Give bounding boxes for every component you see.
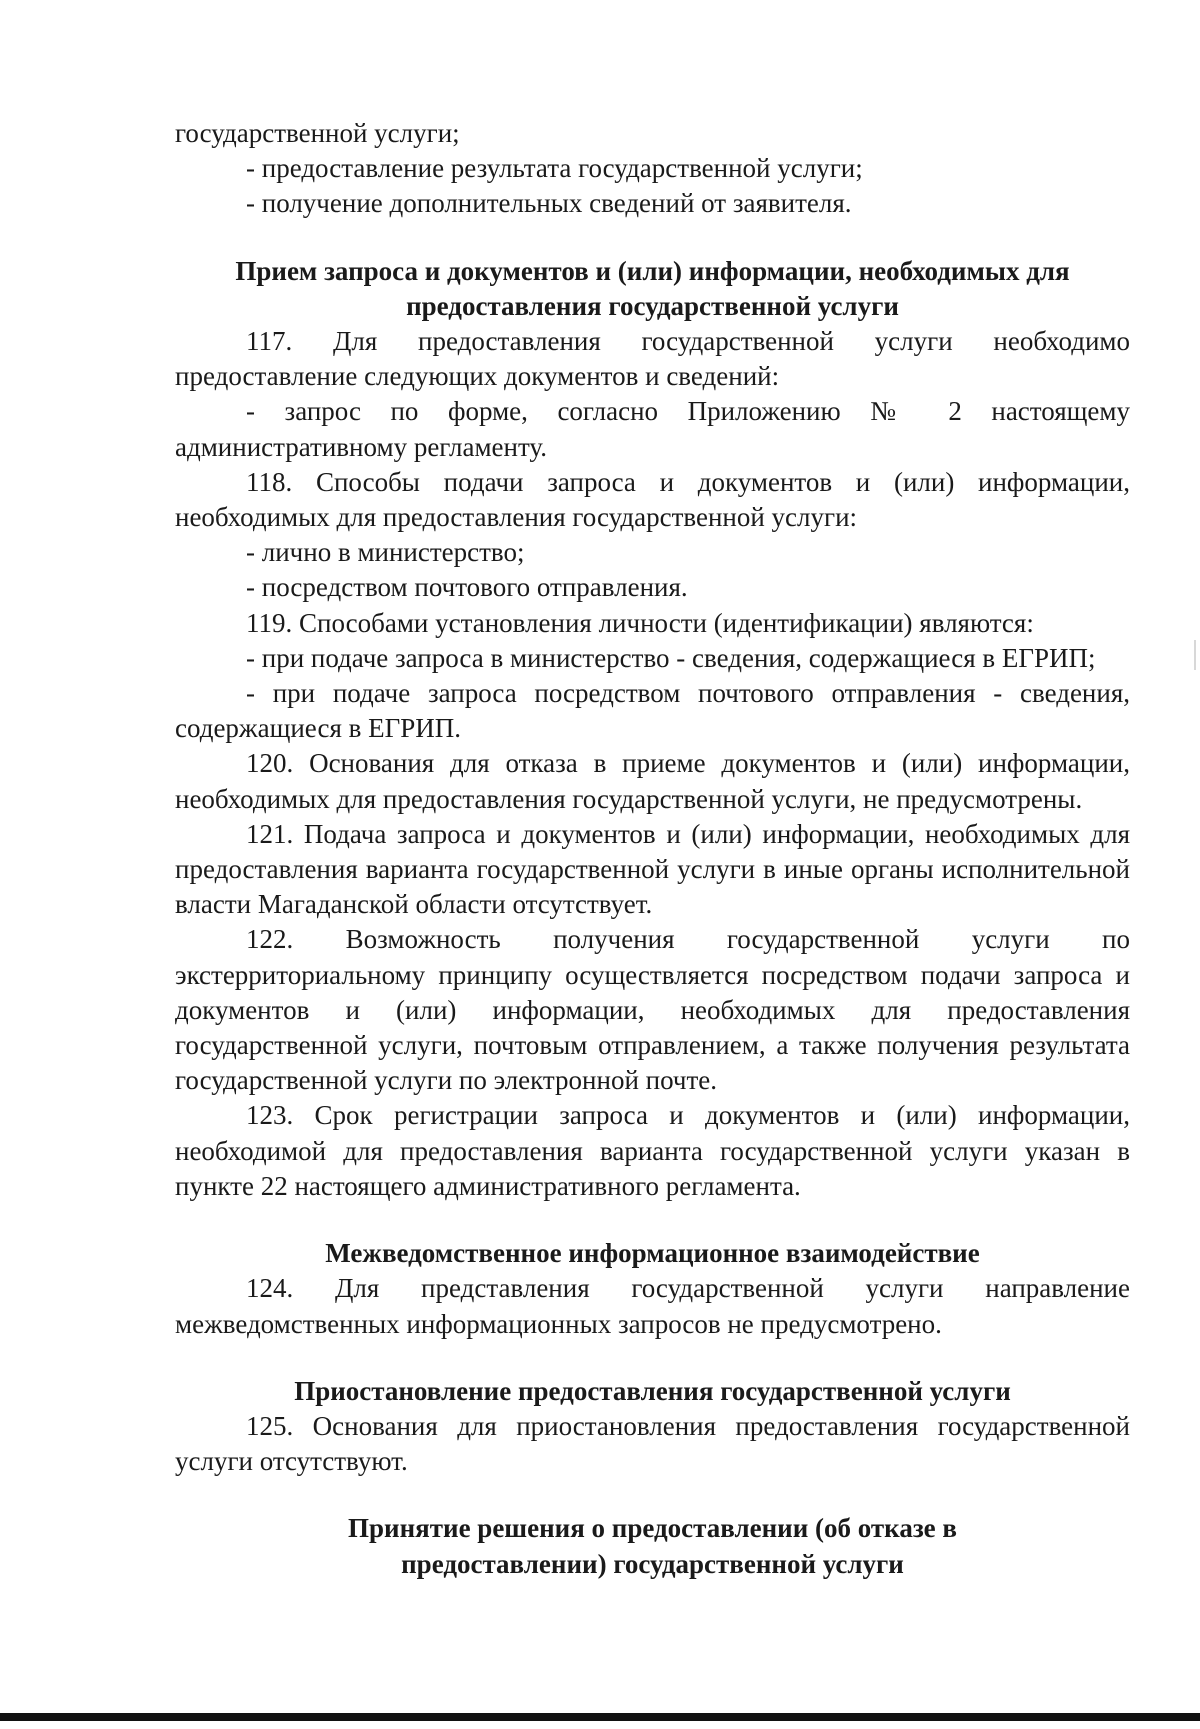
list-item: - запрос по форме, согласно Приложению № 2 настоящему административному регламенту. [175, 396, 1130, 462]
section-heading: Межведомственное информационное взаимодействие [325, 1238, 980, 1269]
paragraph-118: 118. Способы подачи запроса и документов и (или) информации, необходимых для предоставления государственной услуги: [175, 466, 1130, 533]
paragraph-119: 119. Способами установления личности (идентификации) являются: [246, 607, 1034, 638]
scan-artifact [1194, 640, 1196, 670]
paragraph-120: 120. Основания для отказа в приеме документов и (или) информации, необходимых для предоставления государственной услуги, не предусмотрены. [175, 748, 1130, 814]
list-item: - посредством почтового отправления. [246, 572, 688, 603]
paragraph-124: 124. Для представления государственной услуги направление межведомственных информационных запросов не предусмотрено. [175, 1273, 1130, 1339]
list-item: - предоставление результата государственной услуги; [246, 153, 863, 184]
paragraph-117: 117. Для предоставления государственной услуги необходимо предоставление следующих документов и сведений: [175, 326, 1130, 392]
paragraph-122: 122. Возможность получения государственной услуги по экстерриториальному принципу осуществляется посредством подачи запроса и документов и (или) информации, необходимых для предоставления государственной услуги, почтовым отправлением, а также получения результата государственной услуги по электронной почте. [175, 924, 1130, 1096]
document-body [175, 116, 1130, 1582]
section-heading: Принятие решения о предоставлении (об отказе в предоставлении) государственной услуги [348, 1513, 957, 1579]
section-heading: Приостановление предоставления государственной услуги [294, 1375, 1011, 1406]
list-item: - лично в министерство; [246, 537, 525, 568]
text-line: государственной услуги; [175, 118, 460, 148]
section-heading: Прием запроса и документов и (или) информации, необходимых для предоставления государственной услуги [235, 255, 1070, 321]
paragraph-123: 123. Срок регистрации запроса и документов и (или) информации, необходимой для предоставления варианта государственной услуги указан в пункте 22 настоящего административного регламента. [175, 1100, 1130, 1201]
paragraph-125: 125. Основания для приостановления предоставления государственной услуги отсутствуют. [175, 1410, 1130, 1477]
list-item: - при подаче запроса посредством почтового отправления - сведения, содержащиеся в ЕГРИП. [175, 678, 1130, 744]
list-item: - при подаче запроса в министерство - сведения, содержащиеся в ЕГРИП; [246, 642, 1096, 673]
page-bottom-border [0, 1713, 1200, 1721]
list-item: - получение дополнительных сведений от заявителя. [246, 188, 852, 219]
paragraph-121: 121. Подача запроса и документов и (или) информации, необходимых для предоставления варианта государственной услуги в иные органы исполнительной власти Магаданской области отсутствует. [175, 818, 1130, 920]
